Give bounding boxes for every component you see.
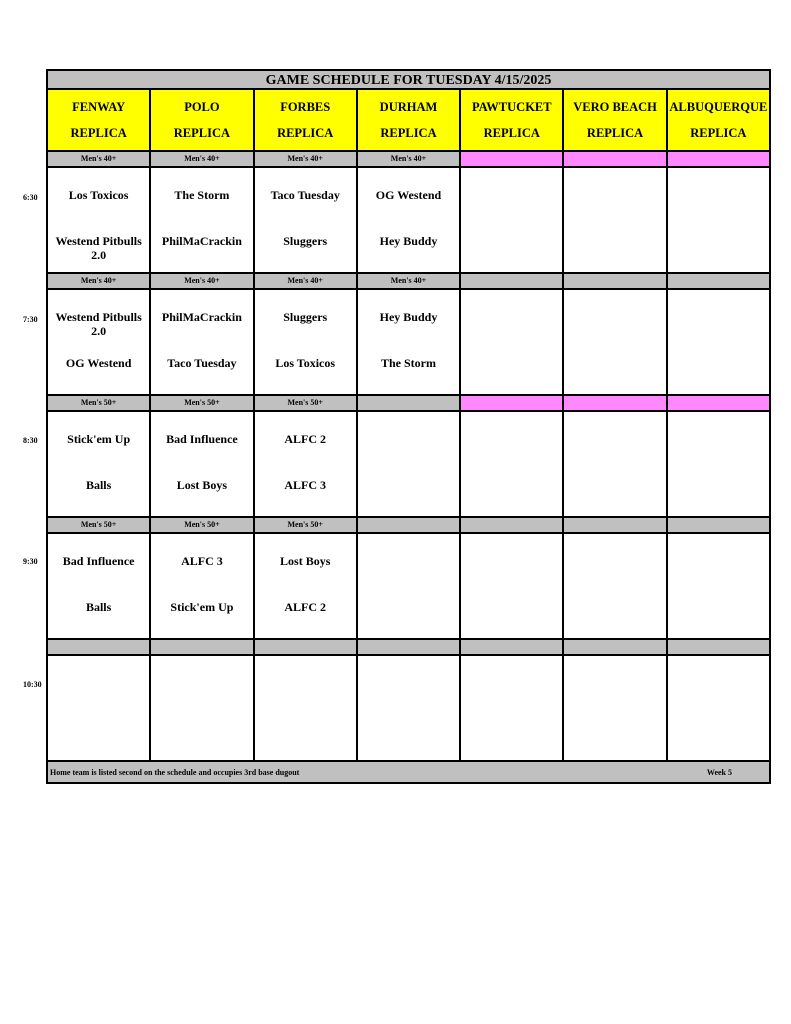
division-row	[46, 396, 771, 412]
division-label	[358, 396, 461, 412]
game-cell	[358, 168, 461, 274]
division-label: Men's 50+	[48, 518, 151, 534]
game-cell	[48, 656, 151, 762]
home-team-note: Home team is listed second on the schedule and occupies 3rd base dugout	[50, 768, 300, 777]
home-team: ALFC 3	[284, 478, 327, 492]
visiting-team: Sluggers	[283, 310, 328, 324]
schedule-title: GAME SCHEDULE FOR TUESDAY 4/15/2025	[46, 69, 771, 90]
time-label: 6:30	[23, 193, 38, 202]
home-team: Balls	[85, 600, 112, 614]
time-label: 8:30	[23, 436, 38, 445]
visiting-team: Hey Buddy	[379, 310, 438, 324]
division-label	[668, 274, 771, 290]
visiting-team: Lost Boys	[280, 554, 331, 568]
division-label	[564, 640, 667, 656]
division-label	[48, 640, 151, 656]
division-label	[151, 640, 254, 656]
division-label	[461, 396, 564, 412]
game-cell	[255, 656, 358, 762]
visiting-team: Bad Influence	[62, 554, 135, 568]
division-label	[668, 518, 771, 534]
division-label: Men's 50+	[151, 518, 254, 534]
home-team: ALFC 2	[284, 600, 327, 614]
game-cell	[461, 290, 564, 396]
division-label: Men's 40+	[255, 152, 358, 168]
visiting-team: Taco Tuesday	[270, 188, 340, 202]
field-name: PAWTUCKET	[471, 99, 552, 114]
game-cell	[151, 534, 254, 640]
division-row	[46, 274, 771, 290]
field-subtitle: REPLICA	[690, 125, 747, 140]
home-team: Hey Buddy	[379, 234, 438, 248]
game-cell	[358, 290, 461, 396]
division-label: Men's 50+	[151, 396, 254, 412]
field-subtitle: REPLICA	[483, 125, 540, 140]
game-cell	[668, 412, 771, 518]
game-cell	[151, 412, 254, 518]
division-row	[46, 152, 771, 168]
division-label: Men's 40+	[151, 274, 254, 290]
home-team: The Storm	[380, 356, 436, 370]
game-slot-row	[46, 534, 771, 640]
home-team: Stick'em Up	[170, 600, 234, 614]
week-label: Week 5	[706, 768, 732, 777]
division-label	[255, 640, 358, 656]
visiting-team: Stick'em Up	[67, 432, 131, 446]
field-name: FENWAY	[72, 99, 126, 114]
division-label	[564, 152, 667, 168]
visiting-team: Westend Pitbulls 2.0	[55, 310, 142, 338]
schedule-footer	[46, 762, 771, 784]
game-cell	[668, 168, 771, 274]
division-label: Men's 40+	[151, 152, 254, 168]
game-cell	[151, 290, 254, 396]
home-team: Westend Pitbulls 2.0	[55, 234, 142, 262]
game-cell	[564, 656, 667, 762]
game-cell	[48, 534, 151, 640]
division-label: Men's 50+	[48, 396, 151, 412]
field-subtitle: REPLICA	[586, 125, 644, 140]
field-header	[668, 90, 771, 152]
game-cell	[564, 412, 667, 518]
division-label: Men's 50+	[255, 518, 358, 534]
division-label	[564, 396, 667, 412]
game-cell	[48, 290, 151, 396]
game-cell	[48, 168, 151, 274]
division-label: Men's 40+	[48, 152, 151, 168]
home-team: PhilMaCrackin	[161, 234, 242, 248]
home-team: Balls	[85, 478, 112, 492]
game-slot-row	[46, 168, 771, 274]
game-cell	[668, 290, 771, 396]
field-header	[358, 90, 461, 152]
field-subtitle: REPLICA	[380, 125, 437, 140]
game-slot-row	[46, 412, 771, 518]
division-label	[564, 518, 667, 534]
division-label	[564, 274, 667, 290]
division-label	[461, 274, 564, 290]
visiting-team: Bad Influence	[166, 432, 238, 446]
game-cell	[358, 412, 461, 518]
visiting-team: Los Toxicos	[68, 188, 129, 202]
division-label	[668, 152, 771, 168]
game-cell	[255, 168, 358, 274]
game-cell	[564, 290, 667, 396]
field-header-row	[46, 90, 771, 152]
game-cell	[255, 290, 358, 396]
field-subtitle: REPLICA	[70, 125, 127, 140]
schedule-sheet	[46, 69, 771, 784]
field-subtitle: REPLICA	[277, 125, 334, 140]
division-label	[358, 640, 461, 656]
home-team: Sluggers	[283, 234, 328, 248]
field-name: FORBES	[280, 99, 331, 114]
game-cell	[668, 656, 771, 762]
field-header	[255, 90, 358, 152]
game-cell	[461, 412, 564, 518]
time-label: 9:30	[23, 557, 38, 566]
game-cell	[564, 168, 667, 274]
game-cell	[564, 534, 667, 640]
visiting-team: ALFC 2	[284, 432, 327, 446]
game-slot-row	[46, 656, 771, 762]
division-label: Men's 50+	[255, 396, 358, 412]
division-label: Men's 40+	[358, 274, 461, 290]
game-slot-row	[46, 290, 771, 396]
time-label: 10:30	[23, 680, 42, 689]
division-label	[668, 396, 771, 412]
game-cell	[151, 168, 254, 274]
home-team: OG Westend	[65, 356, 132, 370]
field-header	[48, 90, 151, 152]
visiting-team: The Storm	[174, 188, 230, 202]
field-subtitle: REPLICA	[173, 125, 231, 140]
home-team: Lost Boys	[176, 478, 228, 492]
time-label: 7:30	[23, 315, 38, 324]
game-cell	[461, 534, 564, 640]
division-label	[461, 640, 564, 656]
division-label	[461, 518, 564, 534]
game-cell	[48, 412, 151, 518]
game-cell	[358, 656, 461, 762]
division-label: Men's 40+	[255, 274, 358, 290]
field-name: DURHAM	[379, 99, 438, 114]
field-header	[564, 90, 667, 152]
game-cell	[461, 168, 564, 274]
division-label	[461, 152, 564, 168]
field-name: VERO BEACH	[573, 99, 657, 114]
field-header	[461, 90, 564, 152]
visiting-team: OG Westend	[375, 188, 442, 202]
home-team: Los Toxicos	[275, 356, 336, 370]
field-name: POLO	[184, 99, 220, 114]
division-label: Men's 40+	[48, 274, 151, 290]
game-cell	[255, 534, 358, 640]
game-cell	[358, 534, 461, 640]
game-cell	[461, 656, 564, 762]
field-name: ALBUQUERQUE	[669, 99, 768, 114]
home-team: Taco Tuesday	[167, 356, 237, 370]
division-label: Men's 40+	[358, 152, 461, 168]
field-header	[151, 90, 254, 152]
game-cell	[255, 412, 358, 518]
division-row	[46, 518, 771, 534]
game-cell	[668, 534, 771, 640]
game-cell	[151, 656, 254, 762]
division-label	[358, 518, 461, 534]
division-label	[668, 640, 771, 656]
visiting-team: PhilMaCrackin	[161, 310, 242, 324]
division-row	[46, 640, 771, 656]
schedule-body	[46, 152, 771, 762]
visiting-team: ALFC 3	[181, 554, 223, 568]
